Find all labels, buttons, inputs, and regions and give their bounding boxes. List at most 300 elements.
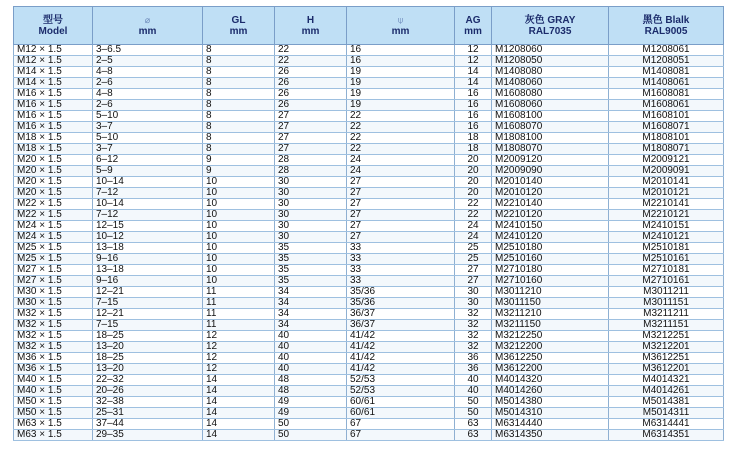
cell-gray-code: M6314350 xyxy=(492,430,609,441)
cell-ag: 32 xyxy=(455,342,492,353)
cell-h: 27 xyxy=(275,122,347,133)
cell-wrench: 33 xyxy=(347,243,455,254)
cell-model: M20 × 1.5 xyxy=(14,177,93,188)
cell-h: 40 xyxy=(275,353,347,364)
cell-ag: 22 xyxy=(455,210,492,221)
cell-wrench: 27 xyxy=(347,188,455,199)
cell-gray-code: M2010140 xyxy=(492,177,609,188)
cell-model: M25 × 1.5 xyxy=(14,254,93,265)
cell-h: 26 xyxy=(275,100,347,111)
cell-gray-code: M2710160 xyxy=(492,276,609,287)
cell-gl: 10 xyxy=(203,232,275,243)
cell-h: 22 xyxy=(275,56,347,67)
cell-wrench: 19 xyxy=(347,89,455,100)
cell-gray-code: M3212200 xyxy=(492,342,609,353)
cell-h: 26 xyxy=(275,67,347,78)
cell-black-code: M2410151 xyxy=(609,221,724,232)
cell-gray-code: M2010120 xyxy=(492,188,609,199)
cell-black-code: M1208051 xyxy=(609,56,724,67)
cell-ag: 36 xyxy=(455,364,492,375)
cell-model: M25 × 1.5 xyxy=(14,243,93,254)
cell-black-code: M1608081 xyxy=(609,89,724,100)
cell-wrench: 60/61 xyxy=(347,408,455,419)
cell-ag: 20 xyxy=(455,155,492,166)
header-h: H mm xyxy=(275,7,347,45)
cell-wrench: 41/42 xyxy=(347,342,455,353)
cell-h: 28 xyxy=(275,155,347,166)
cell-gl: 12 xyxy=(203,342,275,353)
cell-gray-code: M1608060 xyxy=(492,100,609,111)
cell-gray-code: M2510160 xyxy=(492,254,609,265)
table-row xyxy=(14,155,724,166)
cell-ag: 30 xyxy=(455,287,492,298)
cell-cable-range: 9–16 xyxy=(93,254,203,265)
cell-gray-code: M4014260 xyxy=(492,386,609,397)
cell-ag: 40 xyxy=(455,386,492,397)
cell-h: 34 xyxy=(275,320,347,331)
cell-gray-code: M1808100 xyxy=(492,133,609,144)
table-row xyxy=(14,188,724,199)
cell-h: 34 xyxy=(275,287,347,298)
cell-gl: 10 xyxy=(203,199,275,210)
cell-ag: 18 xyxy=(455,144,492,155)
cell-ag: 63 xyxy=(455,430,492,441)
table-row xyxy=(14,232,724,243)
cell-gl: 14 xyxy=(203,386,275,397)
table-row xyxy=(14,45,724,56)
cell-ag: 12 xyxy=(455,56,492,67)
cell-h: 50 xyxy=(275,419,347,430)
cell-cable-range: 6–12 xyxy=(93,155,203,166)
cell-h: 35 xyxy=(275,276,347,287)
cable-diameter-icon: ⌀ xyxy=(144,14,151,25)
cell-ag: 18 xyxy=(455,133,492,144)
cell-h: 34 xyxy=(275,298,347,309)
cell-wrench: 22 xyxy=(347,122,455,133)
cell-gl: 14 xyxy=(203,397,275,408)
cell-gray-code: M1608070 xyxy=(492,122,609,133)
cell-ag: 30 xyxy=(455,298,492,309)
cell-cable-range: 9–16 xyxy=(93,276,203,287)
cell-black-code: M3011151 xyxy=(609,298,724,309)
cell-wrench: 19 xyxy=(347,100,455,111)
cell-wrench: 33 xyxy=(347,265,455,276)
cell-h: 50 xyxy=(275,430,347,441)
cell-gl: 8 xyxy=(203,78,275,89)
table-row xyxy=(14,276,724,287)
table-row xyxy=(14,364,724,375)
cell-gl: 11 xyxy=(203,298,275,309)
cell-wrench: 16 xyxy=(347,56,455,67)
cell-black-code: M2710181 xyxy=(609,265,724,276)
cell-h: 48 xyxy=(275,375,347,386)
cell-black-code: M3211211 xyxy=(609,309,724,320)
cell-black-code: M4014321 xyxy=(609,375,724,386)
table-row xyxy=(14,210,724,221)
cell-cable-range: 13–18 xyxy=(93,243,203,254)
cell-ag: 24 xyxy=(455,221,492,232)
cell-h: 28 xyxy=(275,166,347,177)
table-row xyxy=(14,122,724,133)
cell-cable-range: 13–20 xyxy=(93,364,203,375)
table-row xyxy=(14,386,724,397)
cell-wrench: 36/37 xyxy=(347,320,455,331)
cell-ag: 32 xyxy=(455,320,492,331)
cell-model: M40 × 1.5 xyxy=(14,386,93,397)
table-row xyxy=(14,430,724,441)
cell-gl: 10 xyxy=(203,265,275,276)
cell-model: M30 × 1.5 xyxy=(14,298,93,309)
cell-gray-code: M1208050 xyxy=(492,56,609,67)
cell-gl: 8 xyxy=(203,122,275,133)
cell-model: M63 × 1.5 xyxy=(14,430,93,441)
cell-ag: 16 xyxy=(455,111,492,122)
cell-model: M40 × 1.5 xyxy=(14,375,93,386)
cell-cable-range: 5–9 xyxy=(93,166,203,177)
cell-cable-range: 29–35 xyxy=(93,430,203,441)
cell-wrench: 36/37 xyxy=(347,309,455,320)
cell-gl: 8 xyxy=(203,111,275,122)
cell-gl: 9 xyxy=(203,166,275,177)
table-row xyxy=(14,133,724,144)
cell-cable-range: 32–38 xyxy=(93,397,203,408)
cell-gray-code: M3612200 xyxy=(492,364,609,375)
cell-cable-range: 10–14 xyxy=(93,199,203,210)
cell-wrench: 27 xyxy=(347,232,455,243)
cell-model: M27 × 1.5 xyxy=(14,265,93,276)
cell-model: M16 × 1.5 xyxy=(14,111,93,122)
cell-black-code: M2010141 xyxy=(609,177,724,188)
cell-gray-code: M2210120 xyxy=(492,210,609,221)
cell-gl: 8 xyxy=(203,45,275,56)
cell-model: M32 × 1.5 xyxy=(14,309,93,320)
cell-gray-code: M2009120 xyxy=(492,155,609,166)
cell-gl: 10 xyxy=(203,221,275,232)
cell-gl: 12 xyxy=(203,331,275,342)
cell-gl: 10 xyxy=(203,177,275,188)
table-row xyxy=(14,419,724,430)
cell-gl: 8 xyxy=(203,144,275,155)
table-row xyxy=(14,111,724,122)
table-row xyxy=(14,265,724,276)
table-header-row xyxy=(14,7,724,45)
table-row xyxy=(14,375,724,386)
cell-black-code: M6314441 xyxy=(609,419,724,430)
cell-cable-range: 13–18 xyxy=(93,265,203,276)
table-row xyxy=(14,221,724,232)
cell-gl: 14 xyxy=(203,375,275,386)
cell-gray-code: M2710180 xyxy=(492,265,609,276)
cell-gl: 12 xyxy=(203,364,275,375)
cell-black-code: M5014381 xyxy=(609,397,724,408)
wrench-size-icon: ⍦ xyxy=(397,14,404,25)
cell-black-code: M6314351 xyxy=(609,430,724,441)
cell-gl: 8 xyxy=(203,89,275,100)
cell-ag: 16 xyxy=(455,100,492,111)
header-ag: AG mm xyxy=(455,7,492,45)
cell-h: 40 xyxy=(275,342,347,353)
cell-model: M63 × 1.5 xyxy=(14,419,93,430)
cell-cable-range: 3–7 xyxy=(93,144,203,155)
cell-black-code: M2010121 xyxy=(609,188,724,199)
cell-wrench: 52/53 xyxy=(347,375,455,386)
cell-cable-range: 18–25 xyxy=(93,331,203,342)
table-row xyxy=(14,144,724,155)
cell-cable-range: 7–12 xyxy=(93,210,203,221)
cell-black-code: M1608061 xyxy=(609,100,724,111)
cell-gl: 8 xyxy=(203,67,275,78)
cell-model: M24 × 1.5 xyxy=(14,221,93,232)
cell-ag: 50 xyxy=(455,408,492,419)
table-row xyxy=(14,100,724,111)
cell-h: 40 xyxy=(275,331,347,342)
cell-cable-range: 10–14 xyxy=(93,177,203,188)
table-row xyxy=(14,67,724,78)
cell-ag: 16 xyxy=(455,89,492,100)
table-row xyxy=(14,408,724,419)
cell-gl: 8 xyxy=(203,100,275,111)
cell-cable-range: 22–32 xyxy=(93,375,203,386)
cell-h: 27 xyxy=(275,133,347,144)
cell-gl: 10 xyxy=(203,254,275,265)
cell-cable-range: 18–25 xyxy=(93,353,203,364)
cell-wrench: 67 xyxy=(347,430,455,441)
cell-model: M14 × 1.5 xyxy=(14,67,93,78)
cell-h: 30 xyxy=(275,221,347,232)
cell-cable-range: 7–15 xyxy=(93,298,203,309)
cell-model: M36 × 1.5 xyxy=(14,353,93,364)
header-cable-range: ⌀ mm xyxy=(93,7,203,45)
cell-black-code: M2009121 xyxy=(609,155,724,166)
cell-wrench: 67 xyxy=(347,419,455,430)
cell-h: 48 xyxy=(275,386,347,397)
cable-gland-spec-table xyxy=(13,6,724,441)
cell-ag: 27 xyxy=(455,276,492,287)
cell-wrench: 27 xyxy=(347,199,455,210)
cell-wrench: 60/61 xyxy=(347,397,455,408)
cell-model: M32 × 1.5 xyxy=(14,331,93,342)
cell-ag: 32 xyxy=(455,309,492,320)
cell-ag: 20 xyxy=(455,188,492,199)
cell-model: M27 × 1.5 xyxy=(14,276,93,287)
cell-gray-code: M2210140 xyxy=(492,199,609,210)
cell-ag: 40 xyxy=(455,375,492,386)
cell-h: 35 xyxy=(275,243,347,254)
cell-cable-range: 10–12 xyxy=(93,232,203,243)
cell-h: 49 xyxy=(275,397,347,408)
cell-black-code: M1208061 xyxy=(609,45,724,56)
cell-cable-range: 3–7 xyxy=(93,122,203,133)
cell-gl: 8 xyxy=(203,133,275,144)
header-model: 型号 Model xyxy=(14,7,93,45)
cell-black-code: M1808071 xyxy=(609,144,724,155)
cell-wrench: 27 xyxy=(347,177,455,188)
cell-ag: 22 xyxy=(455,199,492,210)
cell-model: M16 × 1.5 xyxy=(14,122,93,133)
cell-cable-range: 13–20 xyxy=(93,342,203,353)
cell-ag: 16 xyxy=(455,122,492,133)
cell-gl: 10 xyxy=(203,276,275,287)
cell-ag: 27 xyxy=(455,265,492,276)
cell-wrench: 35/36 xyxy=(347,298,455,309)
cell-gray-code: M3212250 xyxy=(492,331,609,342)
cell-cable-range: 12–15 xyxy=(93,221,203,232)
cell-gray-code: M1808070 xyxy=(492,144,609,155)
cell-black-code: M2210121 xyxy=(609,210,724,221)
cell-model: M20 × 1.5 xyxy=(14,155,93,166)
cell-h: 30 xyxy=(275,188,347,199)
cell-h: 30 xyxy=(275,177,347,188)
cell-gray-code: M3612250 xyxy=(492,353,609,364)
table-row xyxy=(14,397,724,408)
cell-gray-code: M3211150 xyxy=(492,320,609,331)
cell-gl: 11 xyxy=(203,320,275,331)
cell-ag: 20 xyxy=(455,177,492,188)
cell-h: 40 xyxy=(275,364,347,375)
cell-cable-range: 25–31 xyxy=(93,408,203,419)
cell-ag: 25 xyxy=(455,243,492,254)
cell-wrench: 19 xyxy=(347,78,455,89)
cell-h: 27 xyxy=(275,144,347,155)
header-black: 黑色 Blalk RAL9005 xyxy=(609,7,724,45)
cell-gl: 10 xyxy=(203,243,275,254)
cell-wrench: 22 xyxy=(347,111,455,122)
cell-black-code: M2510181 xyxy=(609,243,724,254)
cell-model: M32 × 1.5 xyxy=(14,342,93,353)
cell-h: 35 xyxy=(275,254,347,265)
cell-black-code: M4014261 xyxy=(609,386,724,397)
cell-black-code: M1408061 xyxy=(609,78,724,89)
cell-gray-code: M4014320 xyxy=(492,375,609,386)
cell-ag: 25 xyxy=(455,254,492,265)
cell-gray-code: M1408080 xyxy=(492,67,609,78)
cell-model: M20 × 1.5 xyxy=(14,166,93,177)
cell-gray-code: M1408060 xyxy=(492,78,609,89)
table-row xyxy=(14,331,724,342)
cell-black-code: M2210141 xyxy=(609,199,724,210)
cell-cable-range: 5–10 xyxy=(93,133,203,144)
cell-black-code: M3212251 xyxy=(609,331,724,342)
cell-model: M32 × 1.5 xyxy=(14,320,93,331)
header-wrench: ⍦ mm xyxy=(347,7,455,45)
cell-gray-code: M1608100 xyxy=(492,111,609,122)
cell-black-code: M3612251 xyxy=(609,353,724,364)
cell-black-code: M2710161 xyxy=(609,276,724,287)
cell-cable-range: 3–6.5 xyxy=(93,45,203,56)
cell-model: M30 × 1.5 xyxy=(14,287,93,298)
table-row xyxy=(14,199,724,210)
table-row xyxy=(14,177,724,188)
cell-gl: 8 xyxy=(203,56,275,67)
cell-ag: 36 xyxy=(455,353,492,364)
cell-gray-code: M5014380 xyxy=(492,397,609,408)
cell-wrench: 22 xyxy=(347,144,455,155)
header-gray: 灰色 GRAY RAL7035 xyxy=(492,7,609,45)
cell-model: M50 × 1.5 xyxy=(14,408,93,419)
cell-ag: 12 xyxy=(455,45,492,56)
cell-cable-range: 7–15 xyxy=(93,320,203,331)
cell-model: M18 × 1.5 xyxy=(14,144,93,155)
cell-ag: 14 xyxy=(455,78,492,89)
cell-wrench: 27 xyxy=(347,221,455,232)
cell-wrench: 19 xyxy=(347,67,455,78)
cell-gl: 11 xyxy=(203,287,275,298)
cell-model: M12 × 1.5 xyxy=(14,56,93,67)
cell-gray-code: M5014310 xyxy=(492,408,609,419)
table-row xyxy=(14,298,724,309)
cell-model: M12 × 1.5 xyxy=(14,45,93,56)
cell-gl: 10 xyxy=(203,210,275,221)
cell-black-code: M3211151 xyxy=(609,320,724,331)
cell-gray-code: M3011210 xyxy=(492,287,609,298)
cell-ag: 63 xyxy=(455,419,492,430)
table-row xyxy=(14,353,724,364)
header-gl: GL mm xyxy=(203,7,275,45)
cell-model: M36 × 1.5 xyxy=(14,364,93,375)
cell-wrench: 24 xyxy=(347,155,455,166)
cell-gl: 11 xyxy=(203,309,275,320)
cell-model: M22 × 1.5 xyxy=(14,199,93,210)
cell-wrench: 22 xyxy=(347,133,455,144)
cell-h: 30 xyxy=(275,232,347,243)
cell-gray-code: M1208060 xyxy=(492,45,609,56)
cell-wrench: 16 xyxy=(347,45,455,56)
cell-h: 26 xyxy=(275,89,347,100)
table-row xyxy=(14,89,724,100)
table-row xyxy=(14,243,724,254)
cell-model: M22 × 1.5 xyxy=(14,210,93,221)
cell-h: 34 xyxy=(275,309,347,320)
cell-cable-range: 2–5 xyxy=(93,56,203,67)
cell-wrench: 24 xyxy=(347,166,455,177)
cell-cable-range: 12–21 xyxy=(93,287,203,298)
cell-gray-code: M6314440 xyxy=(492,419,609,430)
cell-gray-code: M2009090 xyxy=(492,166,609,177)
cell-cable-range: 7–12 xyxy=(93,188,203,199)
cell-model: M18 × 1.5 xyxy=(14,133,93,144)
cell-h: 27 xyxy=(275,111,347,122)
cell-gl: 14 xyxy=(203,430,275,441)
cell-model: M50 × 1.5 xyxy=(14,397,93,408)
cell-black-code: M1408081 xyxy=(609,67,724,78)
cell-model: M14 × 1.5 xyxy=(14,78,93,89)
cell-cable-range: 4–8 xyxy=(93,67,203,78)
cell-wrench: 33 xyxy=(347,254,455,265)
cell-wrench: 41/42 xyxy=(347,364,455,375)
cell-black-code: M5014311 xyxy=(609,408,724,419)
cell-h: 30 xyxy=(275,210,347,221)
cell-black-code: M3011211 xyxy=(609,287,724,298)
cell-ag: 24 xyxy=(455,232,492,243)
table-row xyxy=(14,320,724,331)
cell-ag: 50 xyxy=(455,397,492,408)
cell-cable-range: 12–21 xyxy=(93,309,203,320)
table-row xyxy=(14,78,724,89)
cell-ag: 14 xyxy=(455,67,492,78)
cell-model: M24 × 1.5 xyxy=(14,232,93,243)
table-row xyxy=(14,287,724,298)
cell-black-code: M3612201 xyxy=(609,364,724,375)
cell-ag: 20 xyxy=(455,166,492,177)
cell-cable-range: 4–8 xyxy=(93,89,203,100)
cell-black-code: M2510161 xyxy=(609,254,724,265)
table-row xyxy=(14,342,724,353)
cell-gl: 12 xyxy=(203,353,275,364)
cell-h: 22 xyxy=(275,45,347,56)
cell-cable-range: 20–26 xyxy=(93,386,203,397)
cell-black-code: M1608071 xyxy=(609,122,724,133)
cell-gray-code: M2410120 xyxy=(492,232,609,243)
